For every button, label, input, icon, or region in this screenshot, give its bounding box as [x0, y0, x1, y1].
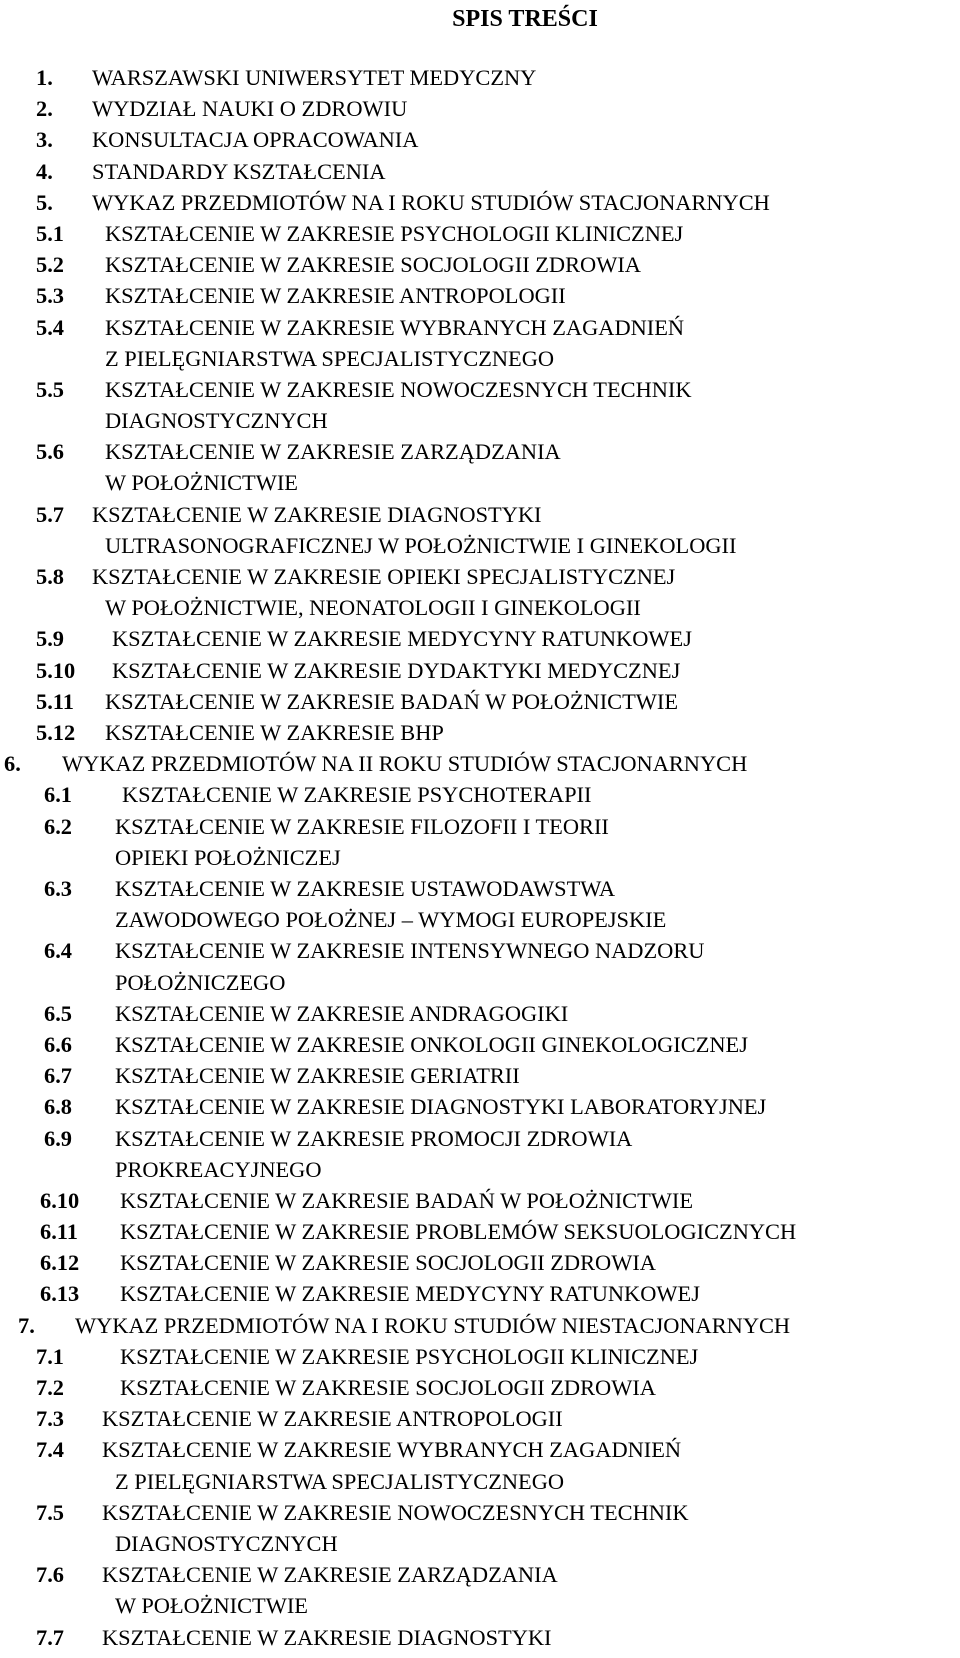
toc-entry-title: KSZTAŁCENIE W ZAKRESIE INTENSYWNEGO NADZORU — [115, 938, 705, 964]
toc-entry-number: 3. — [36, 127, 53, 153]
toc-entry-title: KSZTAŁCENIE W ZAKRESIE WYBRANYCH ZAGADNIEŃ — [102, 1437, 682, 1463]
toc-entry-number: 7.7 — [36, 1624, 64, 1650]
toc-entry-number: 5.3 — [36, 283, 64, 309]
toc-entry-number: 5.9 — [36, 626, 64, 652]
toc-entry — [0, 156, 960, 187]
toc-entry-title: KSZTAŁCENIE W ZAKRESIE DIAGNOSTYKI — [102, 1624, 552, 1650]
toc-entry — [0, 1434, 960, 1496]
toc-entry-number: 6.2 — [44, 813, 72, 839]
table-of-contents — [0, 62, 960, 1653]
toc-entry-number: 6.3 — [44, 875, 72, 901]
toc-entry-title: KSZTAŁCENIE W ZAKRESIE ZARZĄDZANIA — [105, 439, 561, 465]
toc-entry-number: 5.2 — [36, 252, 64, 278]
toc-entry-number: 6.8 — [44, 1094, 72, 1120]
toc-entry-title: KSZTAŁCENIE W ZAKRESIE SOCJOLOGII ZDROWIA — [105, 252, 641, 278]
toc-entry-title: KSZTAŁCENIE W ZAKRESIE ANTROPOLOGII — [105, 283, 566, 309]
toc-entry-title: WYKAZ PRZEDMIOTÓW NA II ROKU STUDIÓW STACJONARNYCH — [62, 751, 748, 777]
toc-entry-number: 6.12 — [40, 1250, 80, 1276]
toc-entry — [0, 998, 960, 1029]
toc-entry-number: 6.1 — [44, 782, 72, 808]
toc-entry-title: KSZTAŁCENIE W ZAKRESIE PROBLEMÓW SEKSUOLOGICZNYCH — [120, 1219, 797, 1245]
toc-entry-number: 7.3 — [36, 1406, 64, 1432]
toc-entry-number: 7.4 — [36, 1437, 64, 1463]
toc-entry-title: WARSZAWSKI UNIWERSYTET MEDYCZNY — [92, 65, 537, 90]
toc-entry — [0, 779, 960, 810]
toc-entry — [0, 561, 960, 623]
toc-entry-title-continuation: Z PIELĘGNIARSTWA SPECJALISTYCZNEGO — [115, 1468, 565, 1494]
toc-entry-title: KSZTAŁCENIE W ZAKRESIE SOCJOLOGII ZDROWIA — [120, 1250, 656, 1276]
toc-entry-title-continuation: ULTRASONOGRAFICZNEJ W POŁOŻNICTWIE I GINEKOLOGII — [105, 532, 737, 558]
toc-entry-number: 6.6 — [44, 1031, 72, 1057]
toc-entry — [0, 436, 960, 498]
toc-entry-number: 7.2 — [36, 1375, 64, 1401]
toc-entry — [0, 873, 960, 935]
toc-entry — [0, 935, 960, 997]
toc-entry-title: KSZTAŁCENIE W ZAKRESIE BADAŃ W POŁOŻNICTWIE — [105, 688, 679, 714]
toc-entry-number: 4. — [36, 158, 53, 184]
toc-entry — [0, 1091, 960, 1122]
toc-entry-number: 6.7 — [44, 1063, 72, 1089]
toc-entry-title-continuation: DIAGNOSTYCZNYCH — [115, 1530, 338, 1556]
toc-entry-title: KSZTAŁCENIE W ZAKRESIE PSYCHOLOGII KLINICZNEJ — [120, 1343, 699, 1369]
toc-entry — [0, 249, 960, 280]
toc-entry-title: KSZTAŁCENIE W ZAKRESIE MEDYCYNY RATUNKOWEJ — [120, 1281, 700, 1307]
toc-entry-title-continuation: OPIEKI POŁOŻNICZEJ — [115, 844, 341, 870]
toc-entry-title-continuation: DIAGNOSTYCZNYCH — [105, 408, 328, 434]
toc-entry-title-continuation: POŁOŻNICZEGO — [115, 969, 286, 995]
toc-entry-title: KSZTAŁCENIE W ZAKRESIE NOWOCZESNYCH TECHNIK — [105, 376, 692, 402]
toc-entry-number: 7.5 — [36, 1499, 64, 1525]
toc-entry-title: KSZTAŁCENIE W ZAKRESIE FILOZOFII I TEORII — [115, 813, 609, 839]
toc-entry-title-continuation: PROKREACYJNEGO — [115, 1156, 322, 1182]
toc-entry-title: KSZTAŁCENIE W ZAKRESIE GERIATRII — [115, 1063, 520, 1089]
toc-entry — [0, 1372, 960, 1403]
toc-entry — [0, 1559, 960, 1621]
toc-entry-number: 6.4 — [44, 938, 72, 964]
toc-entry-number: 6.10 — [40, 1187, 80, 1213]
toc-entry-number: 5.12 — [36, 720, 76, 746]
toc-entry-title-continuation: ZAWODOWEGO POŁOŻNEJ – WYMOGI EUROPEJSKIE — [115, 907, 667, 933]
toc-entry-title: KSZTAŁCENIE W ZAKRESIE ANDRAGOGIKI — [115, 1000, 569, 1026]
toc-entry-title: KSZTAŁCENIE W ZAKRESIE PSYCHOLOGII KLINICZNEJ — [105, 220, 684, 246]
toc-entry-title: KSZTAŁCENIE W ZAKRESIE PSYCHOTERAPII — [122, 782, 592, 808]
toc-entry — [0, 1278, 960, 1309]
toc-entry-title: KSZTAŁCENIE W ZAKRESIE BHP — [105, 720, 444, 746]
toc-entry — [0, 62, 960, 93]
toc-entry-number: 5.1 — [36, 220, 64, 246]
toc-entry — [0, 1310, 960, 1341]
toc-entry — [0, 312, 960, 374]
toc-entry-title-continuation: W POŁOŻNICTWIE, NEONATOLOGII I GINEKOLOGII — [105, 595, 641, 621]
toc-entry — [0, 187, 960, 218]
toc-entry-number: 7.6 — [36, 1562, 64, 1588]
toc-entry-title: KSZTAŁCENIE W ZAKRESIE WYBRANYCH ZAGADNIEŃ — [105, 314, 685, 340]
toc-entry-title: KSZTAŁCENIE W ZAKRESIE DIAGNOSTYKI — [92, 501, 542, 527]
toc-entry-title: KSZTAŁCENIE W ZAKRESIE USTAWODAWSTWA — [115, 875, 616, 901]
toc-entry-title: WYDZIAŁ NAUKI O ZDROWIU — [92, 96, 408, 122]
toc-entry — [0, 748, 960, 779]
toc-entry — [0, 1622, 960, 1653]
toc-entry-title: KSZTAŁCENIE W ZAKRESIE ZARZĄDZANIA — [102, 1562, 558, 1588]
toc-entry-number: 6.9 — [44, 1125, 72, 1151]
page-title: SPIS TREŚCI — [452, 6, 598, 32]
toc-entry — [0, 717, 960, 748]
toc-entry-number: 5.10 — [36, 657, 76, 683]
toc-entry-title: KONSULTACJA OPRACOWANIA — [92, 127, 419, 153]
toc-entry — [0, 623, 960, 654]
toc-entry — [0, 1216, 960, 1247]
toc-entry-number: 5.6 — [36, 439, 64, 465]
toc-entry — [0, 1185, 960, 1216]
toc-entry-number: 5.5 — [36, 376, 64, 402]
toc-entry-number: 5. — [36, 189, 53, 215]
toc-entry-number: 5.7 — [36, 501, 64, 527]
toc-entry — [0, 655, 960, 686]
toc-entry-title-continuation: W POŁOŻNICTWIE — [105, 470, 298, 496]
toc-entry-title: KSZTAŁCENIE W ZAKRESIE NOWOCZESNYCH TECHNIK — [102, 1499, 689, 1525]
toc-entry — [0, 1497, 960, 1559]
toc-entry — [0, 1341, 960, 1372]
toc-entry-title: KSZTAŁCENIE W ZAKRESIE DIAGNOSTYKI LABORATORYJNEJ — [115, 1094, 767, 1120]
toc-entry-number: 1. — [36, 65, 53, 90]
toc-entry-number: 5.8 — [36, 564, 64, 590]
toc-entry-title: KSZTAŁCENIE W ZAKRESIE OPIEKI SPECJALISTYCZNEJ — [92, 564, 676, 590]
toc-entry — [0, 1403, 960, 1434]
toc-entry — [0, 1060, 960, 1091]
toc-entry-title: KSZTAŁCENIE W ZAKRESIE MEDYCYNY RATUNKOWEJ — [112, 626, 692, 652]
toc-entry-title: STANDARDY KSZTAŁCENIA — [92, 158, 386, 184]
toc-entry-number: 5.4 — [36, 314, 64, 340]
toc-entry-number: 6.13 — [40, 1281, 80, 1307]
toc-entry — [0, 499, 960, 561]
toc-entry — [0, 1247, 960, 1278]
toc-entry — [0, 124, 960, 155]
toc-entry — [0, 1123, 960, 1185]
toc-entry-title: WYKAZ PRZEDMIOTÓW NA I ROKU STUDIÓW STACJONARNYCH — [92, 189, 770, 215]
toc-entry-number: 6. — [4, 751, 21, 777]
toc-entry-title: KSZTAŁCENIE W ZAKRESIE ANTROPOLOGII — [102, 1406, 563, 1432]
toc-entry-title-continuation: Z PIELĘGNIARSTWA SPECJALISTYCZNEGO — [105, 345, 555, 371]
toc-entry-number: 5.11 — [36, 688, 74, 714]
toc-entry-title: KSZTAŁCENIE W ZAKRESIE SOCJOLOGII ZDROWIA — [120, 1375, 656, 1401]
toc-entry-title: KSZTAŁCENIE W ZAKRESIE PROMOCJI ZDROWIA — [115, 1125, 633, 1151]
toc-entry-title: KSZTAŁCENIE W ZAKRESIE BADAŃ W POŁOŻNICTWIE — [120, 1187, 694, 1213]
toc-entry-number: 7. — [18, 1312, 35, 1338]
toc-entry — [0, 218, 960, 249]
toc-entry-title: WYKAZ PRZEDMIOTÓW NA I ROKU STUDIÓW NIESTACJONARNYCH — [75, 1312, 791, 1338]
toc-entry-title: KSZTAŁCENIE W ZAKRESIE ONKOLOGII GINEKOLOGICZNEJ — [115, 1031, 748, 1057]
toc-entry-number: 7.1 — [36, 1343, 64, 1369]
toc-entry — [0, 280, 960, 311]
toc-entry — [0, 811, 960, 873]
toc-entry-title: KSZTAŁCENIE W ZAKRESIE DYDAKTYKI MEDYCZNEJ — [112, 657, 681, 683]
toc-entry-number: 6.5 — [44, 1000, 72, 1026]
toc-entry-number: 6.11 — [40, 1219, 78, 1245]
toc-entry — [0, 93, 960, 124]
toc-entry — [0, 686, 960, 717]
toc-entry — [0, 374, 960, 436]
toc-entry-number: 2. — [36, 96, 53, 122]
toc-entry-title-continuation: W POŁOŻNICTWIE — [115, 1593, 308, 1619]
toc-entry — [0, 1029, 960, 1060]
